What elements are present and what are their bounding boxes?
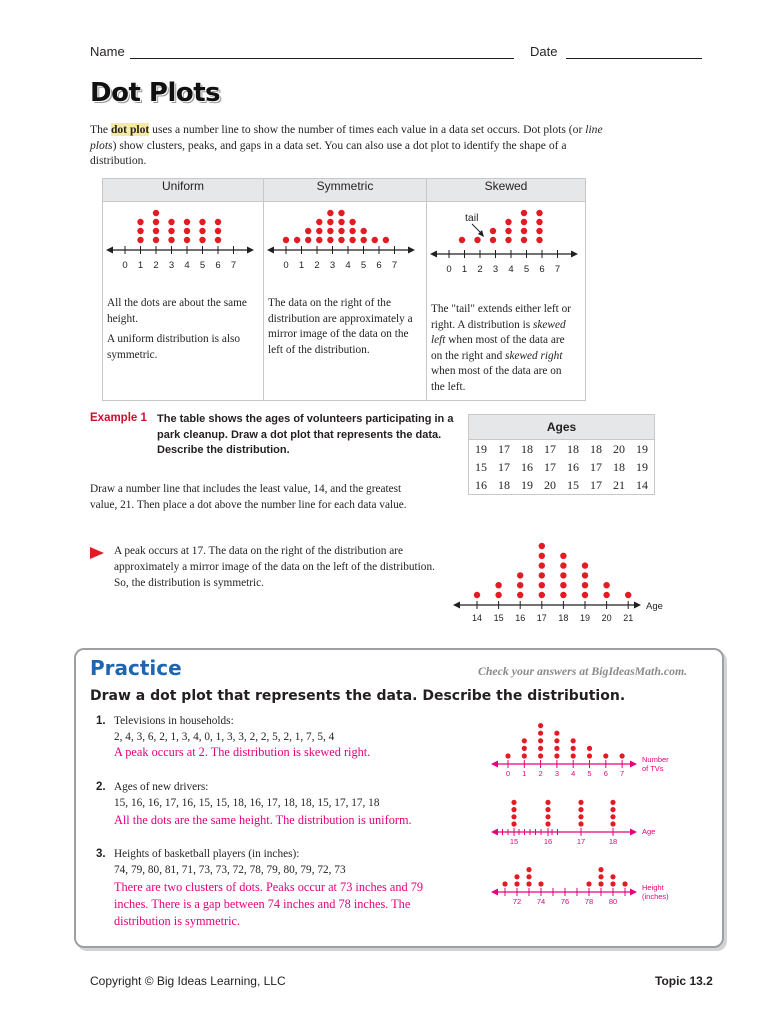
- tick-label: 78: [584, 897, 594, 906]
- axis-arrow-left: [267, 247, 274, 254]
- tick-label: 7: [230, 260, 237, 271]
- tick-label: 4: [184, 260, 190, 271]
- data-dot: [571, 738, 576, 743]
- data-dot: [383, 237, 389, 243]
- tick-label: 6: [215, 260, 221, 271]
- page-title: Dot Plots: [90, 78, 221, 108]
- data-dot: [587, 746, 592, 751]
- tick-label: 1: [137, 260, 144, 271]
- item-3-data: 74, 79, 80, 81, 71, 73, 73, 72, 78, 79, 80, 79, 72, 73: [114, 864, 346, 876]
- data-dot: [517, 592, 523, 598]
- name-field[interactable]: [130, 58, 514, 59]
- tick-label: 4: [508, 264, 514, 275]
- data-dot: [199, 237, 205, 243]
- ages-table: [468, 414, 655, 495]
- data-dot: [521, 237, 527, 243]
- item-3-dot-plot: [492, 862, 682, 917]
- item-3-label: Heights of basketball players (in inches):: [114, 848, 300, 860]
- tick-label: 3: [492, 264, 499, 275]
- data-dot: [215, 237, 221, 243]
- axis-label: Number: [642, 755, 669, 764]
- data-dot: [610, 821, 615, 826]
- data-dot: [539, 562, 545, 568]
- data-dot: [536, 228, 542, 234]
- data-dot: [338, 237, 344, 243]
- data-dot: [137, 237, 143, 243]
- data-dot: [168, 228, 174, 234]
- item-2-number: 2.: [96, 781, 106, 793]
- tick-label: 4: [345, 260, 351, 271]
- axis-arrow-right: [630, 829, 637, 836]
- uniform-text-2: A uniform distribution is also symmetric.: [107, 333, 241, 361]
- item-2-question: [114, 779, 434, 811]
- data-dot: [610, 881, 615, 886]
- axis-arrow-left: [491, 889, 498, 896]
- data-dot: [153, 210, 159, 216]
- data-dot: [338, 228, 344, 234]
- tick-label: 18: [608, 837, 618, 846]
- data-dot: [521, 210, 527, 216]
- data-dot: [578, 807, 583, 812]
- data-dot: [327, 228, 333, 234]
- data-dot: [505, 228, 511, 234]
- intro-text: ) show clusters, peaks, and gaps in a data set. You can also use a dot plot to identify the shape of a distribution.: [90, 138, 567, 167]
- data-dot: [610, 800, 615, 805]
- data-dot: [582, 582, 588, 588]
- data-dot: [184, 237, 190, 243]
- data-dot: [545, 807, 550, 812]
- data-dot: [495, 592, 501, 598]
- data-dot: [560, 553, 566, 559]
- skewed-text-a: The "tail" extends either left or right. A distribution is: [431, 303, 572, 331]
- tick-label: 74: [536, 897, 546, 906]
- data-dot: [521, 219, 527, 225]
- tick-label: 7: [554, 264, 561, 275]
- data-dot: [539, 592, 545, 598]
- data-dot: [578, 800, 583, 805]
- data-dot: [514, 881, 519, 886]
- example-prompt: The table shows the ages of volunteers participating in a park cleanup. Draw a dot plot that represents the data. Describe the distribution.: [157, 413, 454, 456]
- item-2-dot-plot: [492, 795, 682, 855]
- tick-label: 80: [608, 897, 618, 906]
- axis-label: Height: [642, 883, 664, 892]
- data-dot: [598, 874, 603, 879]
- skewed-text: [431, 302, 577, 395]
- item-3-number: 3.: [96, 848, 106, 860]
- tick-label: 0: [446, 264, 452, 275]
- data-dot: [316, 219, 322, 225]
- axis-label: Age: [646, 601, 663, 612]
- tick-label: 5: [523, 264, 530, 275]
- practice-heading: Draw a dot plot that represents the data. Describe the distribution.: [90, 688, 626, 704]
- axis-arrow-left: [430, 251, 437, 258]
- data-dot: [603, 753, 608, 758]
- axis-arrow-left: [106, 247, 113, 254]
- skewed-right-term: skewed right: [505, 349, 563, 362]
- data-dot: [560, 592, 566, 598]
- axis-arrow-right: [630, 889, 637, 896]
- data-dot: [349, 219, 355, 225]
- ages-row-2: 15 17 16 17 16 17 18 19: [469, 458, 655, 476]
- data-dot: [538, 746, 543, 751]
- data-dot: [571, 753, 576, 758]
- uniform-dot-plot: [103, 202, 263, 282]
- data-dot: [137, 219, 143, 225]
- data-dot: [539, 543, 545, 549]
- data-dot: [620, 753, 625, 758]
- data-dot: [153, 237, 159, 243]
- tick-label: 6: [376, 260, 382, 271]
- axis-label: Age: [642, 827, 656, 836]
- tick-label: 3: [554, 769, 559, 778]
- copyright: Copyright © Big Ideas Learning, LLC: [90, 974, 286, 988]
- data-dot: [625, 592, 631, 598]
- data-dot: [536, 219, 542, 225]
- item-1-question: [114, 713, 414, 745]
- topic-label: Topic 13.2: [655, 974, 713, 988]
- intro-text: uses a number line to show the number of times each value in a data set occurs. Dot plots (or: [149, 123, 586, 136]
- tick-label: 5: [199, 260, 206, 271]
- tick-label: 5: [360, 260, 367, 271]
- item-3-answer: There are two clusters of dots. Peaks occur at 73 inches and 79 inches. There is a gap between 74 inches and 78 inches. The distribution is symmetric.: [114, 880, 424, 928]
- skewed-left-term: skewed left: [431, 318, 566, 346]
- answer-arrow-icon: [90, 546, 104, 564]
- intro-text: The: [90, 123, 111, 136]
- symmetric-text: The data on the right of the distribution are approximately a mirror image of the data on the left of the distribution.: [268, 297, 413, 356]
- data-dot: [554, 738, 559, 743]
- data-dot: [539, 582, 545, 588]
- data-dot: [490, 228, 496, 234]
- data-dot: [554, 731, 559, 736]
- data-dot: [502, 881, 507, 886]
- tick-label: 0: [283, 260, 289, 271]
- tick-label: 1: [522, 769, 527, 778]
- data-dot: [539, 572, 545, 578]
- data-dot: [338, 219, 344, 225]
- data-dot: [511, 807, 516, 812]
- axis-arrow-right: [571, 251, 578, 258]
- data-dot: [571, 746, 576, 751]
- data-dot: [474, 592, 480, 598]
- data-dot: [536, 237, 542, 243]
- data-dot: [184, 228, 190, 234]
- tick-label: 15: [509, 837, 519, 846]
- data-dot: [168, 237, 174, 243]
- data-dot: [526, 874, 531, 879]
- data-dot: [560, 572, 566, 578]
- tick-label: 5: [587, 769, 592, 778]
- data-dot: [610, 874, 615, 879]
- data-dot: [521, 228, 527, 234]
- ages-row-3: 16 18 19 20 15 17 21 14: [469, 476, 655, 495]
- data-dot: [514, 874, 519, 879]
- data-dot: [199, 219, 205, 225]
- skewed-text-b: when most of the data are on the right and: [431, 334, 565, 362]
- tick-label: 7: [620, 769, 625, 778]
- tick-label: 2: [314, 260, 320, 271]
- symmetric-dot-plot: [264, 202, 426, 282]
- axis-arrow-left: [453, 602, 460, 609]
- data-dot: [517, 582, 523, 588]
- data-dot: [517, 572, 523, 578]
- tick-label: 17: [536, 613, 547, 623]
- data-dot: [538, 723, 543, 728]
- name-label: Name: [90, 44, 125, 59]
- tick-label: 72: [512, 897, 522, 906]
- axis-arrow-right: [408, 247, 415, 254]
- tick-label: 15: [493, 613, 504, 623]
- data-dot: [153, 228, 159, 234]
- data-dot: [554, 753, 559, 758]
- data-dot: [545, 821, 550, 826]
- data-dot: [372, 237, 378, 243]
- example-step: Draw a number line that includes the least value, 14, and the greatest value, 21. Then place a dot above the number line for each data value.: [90, 483, 407, 511]
- data-dot: [560, 562, 566, 568]
- data-dot: [582, 572, 588, 578]
- data-dot: [582, 592, 588, 598]
- item-1-dot-plot: [492, 712, 682, 782]
- tick-label: 6: [603, 769, 608, 778]
- data-dot: [622, 881, 627, 886]
- data-dot: [459, 237, 465, 243]
- data-dot: [578, 814, 583, 819]
- data-dot: [598, 881, 603, 886]
- data-dot: [610, 807, 615, 812]
- data-dot: [538, 881, 543, 886]
- tick-label: 20: [601, 613, 612, 623]
- data-dot: [153, 219, 159, 225]
- intro-paragraph: [90, 122, 610, 169]
- data-dot: [522, 753, 527, 758]
- data-dot: [490, 237, 496, 243]
- data-dot: [511, 814, 516, 819]
- intro-italic: line plots: [90, 123, 603, 152]
- data-dot: [598, 867, 603, 872]
- item-3-question: [114, 846, 434, 878]
- data-dot: [538, 731, 543, 736]
- data-dot: [137, 228, 143, 234]
- data-dot: [215, 228, 221, 234]
- tick-label: 3: [329, 260, 336, 271]
- item-1-answer: A peak occurs at 2. The distribution is skewed right.: [114, 745, 371, 759]
- data-dot: [522, 738, 527, 743]
- tick-label: 2: [153, 260, 159, 271]
- data-dot: [215, 219, 221, 225]
- data-dot: [168, 219, 174, 225]
- item-1-data: 2, 4, 3, 6, 2, 1, 3, 4, 0, 1, 3, 3, 2, 2, 5, 2, 1, 7, 5, 4: [114, 731, 335, 743]
- tick-label: 7: [391, 260, 398, 271]
- item-1-label: Televisions in households:: [114, 715, 234, 727]
- tick-label: 19: [579, 613, 591, 623]
- data-dot: [361, 237, 367, 243]
- tick-label: 0: [122, 260, 128, 271]
- data-dot: [603, 592, 609, 598]
- axis-arrow-left: [491, 761, 498, 768]
- example-answer: A peak occurs at 17. The data on the right of the distribution are approximately a mirror image of the data on the left of the distribution. So, the distribution is symmetric.: [114, 545, 435, 589]
- data-dot: [560, 582, 566, 588]
- data-dot: [526, 881, 531, 886]
- axis-arrow-right: [630, 761, 637, 768]
- header-symmetric: Symmetric: [264, 179, 427, 202]
- tail-label: tail: [465, 212, 479, 224]
- tick-label: 1: [298, 260, 305, 271]
- header-uniform: Uniform: [103, 179, 264, 202]
- practice-check-link[interactable]: Check your answers at BigIdeasMath.com.: [478, 664, 688, 678]
- tick-label: 2: [477, 264, 483, 275]
- data-dot: [505, 237, 511, 243]
- tick-label: 4: [571, 769, 576, 778]
- tick-label: 2: [538, 769, 543, 778]
- data-dot: [327, 210, 333, 216]
- ages-dot-plot: [450, 535, 690, 630]
- data-dot: [545, 814, 550, 819]
- example-label: Example 1: [90, 412, 147, 424]
- data-dot: [349, 228, 355, 234]
- data-dot: [184, 219, 190, 225]
- data-dot: [283, 237, 289, 243]
- tick-label: 3: [168, 260, 175, 271]
- tick-label: 6: [539, 264, 545, 275]
- data-dot: [361, 228, 367, 234]
- data-dot: [545, 800, 550, 805]
- date-label: Date: [530, 44, 558, 59]
- data-dot: [539, 553, 545, 559]
- data-dot: [538, 738, 543, 743]
- data-dot: [327, 219, 333, 225]
- item-2-answer: All the dots are the same height. The distribution is uniform.: [114, 813, 412, 827]
- item-2-data: 15, 16, 16, 17, 16, 15, 15, 18, 16, 17, 18, 18, 15, 17, 17, 18: [114, 797, 380, 809]
- uniform-text-1: All the dots are about the same height.: [107, 297, 247, 325]
- data-dot: [294, 237, 300, 243]
- data-dot: [305, 228, 311, 234]
- skewed-text-c: when most of the data are on the left.: [431, 365, 562, 393]
- tick-label: 18: [558, 613, 569, 623]
- practice-title: Practice: [90, 656, 182, 680]
- data-dot: [603, 582, 609, 588]
- tick-label: 0: [505, 769, 511, 778]
- data-dot: [199, 228, 205, 234]
- header-skewed: Skewed: [427, 179, 586, 202]
- data-dot: [305, 237, 311, 243]
- data-dot: [505, 219, 511, 225]
- tick-label: 21: [623, 613, 634, 623]
- intro-highlight: dot plot: [110, 123, 150, 136]
- ages-row-1: 19 17 18 17 18 18 20 19: [469, 440, 655, 459]
- data-dot: [578, 821, 583, 826]
- skewed-dot-plot: [427, 202, 585, 282]
- item-1-number: 1.: [96, 715, 106, 727]
- data-dot: [526, 867, 531, 872]
- axis-label: of TVs: [642, 764, 664, 773]
- data-dot: [610, 814, 615, 819]
- data-dot: [587, 753, 592, 758]
- data-dot: [495, 582, 501, 588]
- axis-arrow-right: [634, 602, 641, 609]
- data-dot: [582, 562, 588, 568]
- data-dot: [538, 753, 543, 758]
- data-dot: [349, 237, 355, 243]
- tick-label: 16: [515, 613, 526, 623]
- data-dot: [511, 821, 516, 826]
- ages-header: Ages: [469, 415, 655, 440]
- item-2-label: Ages of new drivers:: [114, 781, 209, 793]
- tick-label: 17: [576, 837, 586, 846]
- data-dot: [511, 800, 516, 805]
- data-dot: [536, 210, 542, 216]
- tick-label: 76: [560, 897, 570, 906]
- tick-label: 1: [461, 264, 468, 275]
- data-dot: [522, 746, 527, 751]
- date-field[interactable]: [566, 58, 702, 59]
- data-dot: [554, 746, 559, 751]
- data-dot: [505, 753, 510, 758]
- axis-label: (inches): [642, 892, 669, 901]
- axis-arrow-right: [247, 247, 254, 254]
- data-dot: [316, 228, 322, 234]
- data-dot: [327, 237, 333, 243]
- tick-label: 14: [471, 613, 483, 623]
- data-dot: [338, 210, 344, 216]
- data-dot: [474, 237, 480, 243]
- data-dot: [316, 237, 322, 243]
- tick-label: 16: [543, 837, 553, 846]
- data-dot: [586, 881, 591, 886]
